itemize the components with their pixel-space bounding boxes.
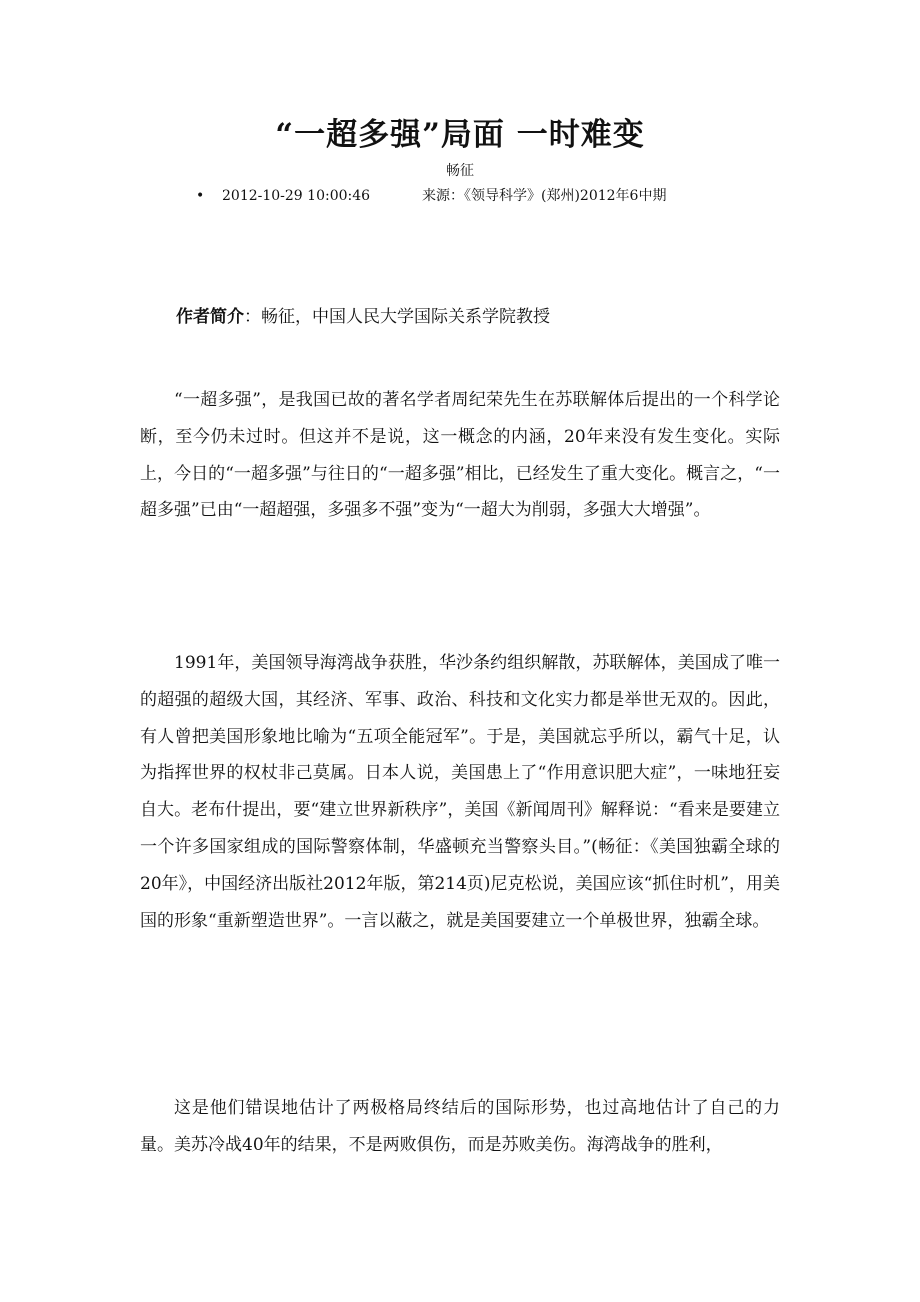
article-meta: [196, 185, 666, 207]
author-intro-text: ：畅征，中国人民大学国际关系学院教授: [244, 307, 550, 327]
article-title: “一超多强”局面 一时难变: [275, 117, 645, 153]
author-intro: [176, 300, 550, 334]
article-author: 畅征: [446, 163, 474, 179]
paragraph-3: 这是他们错误地估计了两极格局终结后的国际形势，也过高地估计了自己的力量。美苏冷战40年的结果，不是两败俱伤，而是苏败美伤。海湾战争的胜利，: [140, 1098, 780, 1155]
paragraph-1: “一超多强”，是我国已故的著名学者周纪荣先生在苏联解体后提出的一个科学论断，至今仍未过时。但这并不是说，这一概念的内涵，20年来没有发生变化。实际上，今日的“一超多强”与往日的“一超多强”相比，已经发生了重大变化。概言之，“一超多强”已由“一超超强，多强多不强”变为“一超大为削弱，多强大大增强”。: [140, 390, 780, 521]
paragraph-2: 1991年，美国领导海湾战争获胜，华沙条约组织解散，苏联解体，美国成了唯一的超强的超级大国，其经济、军事、政治、科技和文化实力都是举世无双的。因此，有人曾把美国形象地比喻为“五项全能冠军”。于是，美国就忘乎所以，霸气十足，认为指挥世界的权杖非己莫属。日本人说，美国患上了“作用意识肥大症”，一味地狂妄自大。老布什提出，要“建立世界新秩序”，美国《新闻周刊》解释说：“看来是要建立一个许多国家组成的国际警察体制，华盛顿充当警察头目。”(畅征：《美国独霸全球的20年》，中国经济出版社2012年版，第214页)尼克松说，美国应该“抓住时机”，用美国的形象“重新塑造世界”。一言以蔽之，就是美国要建立一个单极世界，独霸全球。: [140, 653, 780, 931]
author-intro-label: 作者简介: [176, 307, 244, 327]
bullet-icon: •: [196, 188, 205, 204]
article-source: 来源：《领导科学》(郑州)2012年6中期: [422, 188, 667, 204]
publish-date: 2012-10-29 10:00:46: [222, 188, 371, 204]
